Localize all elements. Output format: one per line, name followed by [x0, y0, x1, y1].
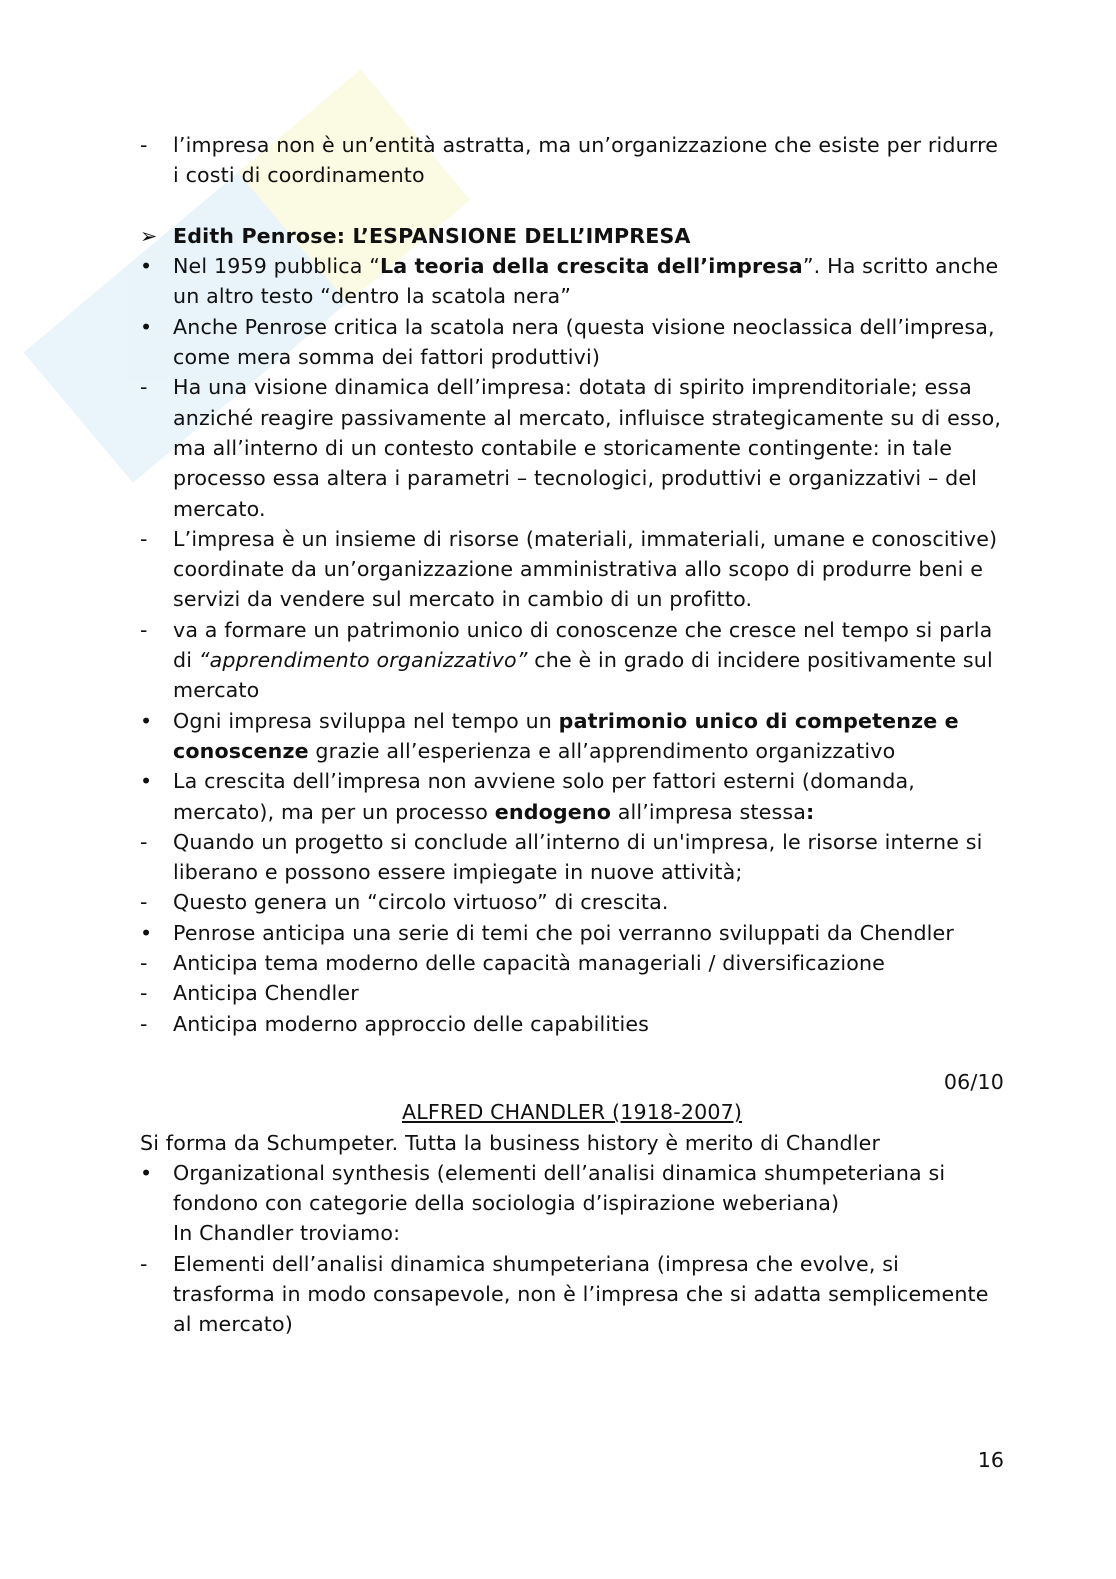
item-text: Quando un progetto si conclude all’interno di un'impresa, le risorse interne si liberano e possono essere impiegate in nuove attività; [173, 829, 983, 885]
intro-paragraph: Si forma da Schumpeter. Tutta la business history è merito di Chandler [140, 1130, 881, 1155]
list-item [140, 887, 1004, 917]
list-item [140, 251, 1004, 312]
item-text: l’impresa non è un’entità astratta, ma un’organizzazione che esiste per ridurre i costi di coordinamento [173, 133, 999, 188]
item-text: ”. Ha scritto anche un altro testo “dentro la scatola nera” [173, 254, 999, 309]
item-text: Ha una visione dinamica dell’impresa: dotata di spirito imprenditoriale; essa anziché reagire passivamente al mercato, influisce strategicamente su di esso, ma all’interno di un contesto contabile e storicamente contingente: in tale processo essa altera i parametri – tecnologici, produttivi e organizzativi – del mercato. [173, 375, 1002, 521]
dash-bullet-icon: - [140, 981, 148, 1006]
bullet-icon: • [140, 920, 153, 945]
list-item [140, 312, 1004, 373]
dash-bullet-icon: - [140, 617, 148, 642]
list-item [140, 130, 1004, 191]
list-item [140, 766, 1004, 827]
item-text: all’impresa stessa [611, 799, 807, 824]
dash-bullet-icon: - [140, 829, 148, 854]
list-item [140, 615, 1004, 706]
bold-text: endogeno [494, 799, 612, 824]
item-text: Anche Penrose critica la scatola nera (questa visione neoclassica dell’impresa, come mera somma dei fattori produttivi) [173, 314, 995, 370]
list-block-intro [140, 130, 1004, 191]
list-item [140, 1158, 1004, 1219]
list-item [140, 372, 1004, 523]
item-text: Anticipa moderno approccio delle capabilities [173, 1011, 650, 1036]
list-item [140, 524, 1004, 615]
italic-text: “apprendimento organizzativo” [198, 648, 528, 673]
list-item [140, 1009, 1004, 1039]
section-heading-penrose [140, 221, 1004, 251]
list-item [140, 1249, 1004, 1340]
item-text: La crescita dell’impresa non avviene solo per fattori esterni (domanda, mercato), ma per un processo [173, 769, 915, 824]
item-text: va a formare un patrimonio unico di conoscenze che cresce nel tempo si parla di [173, 617, 993, 673]
section-title-chandler: ALFRED CHANDLER (1918-2007) [401, 1100, 743, 1125]
bold-text: patrimonio unico di competenze e conoscenze [173, 708, 959, 763]
indented-line: In Chandler troviamo: [173, 1221, 401, 1246]
item-text: Nel 1959 pubblica “ [173, 254, 381, 279]
list-item [140, 827, 1004, 888]
list-item [140, 978, 1004, 1008]
bullet-icon: • [140, 1160, 153, 1185]
bold-text: La teoria della crescita dell’impresa [380, 254, 803, 279]
list-block-chandler [140, 1158, 1004, 1219]
list-item [140, 948, 1004, 978]
arrow-bullet-icon: ➢ [140, 223, 158, 248]
bold-text: : [806, 799, 815, 824]
dash-bullet-icon: - [140, 133, 148, 157]
item-text: Ogni impresa sviluppa nel tempo un [173, 708, 559, 733]
item-text: Anticipa Chendler [173, 981, 359, 1006]
item-text: Organizational synthesis (elementi dell’analisi dinamica shumpeteriana si fondono con categorie della sociologia d’ispirazione weberiana) [173, 1160, 946, 1216]
dash-bullet-icon: - [140, 951, 148, 976]
list-item [140, 706, 1004, 767]
item-text: Anticipa tema moderno delle capacità manageriali / diversificazione [173, 951, 885, 976]
list-block-penrose [140, 251, 1004, 1039]
dash-bullet-icon: - [140, 1011, 148, 1036]
bullet-icon: • [140, 708, 153, 733]
heading-text: Edith Penrose: L’ESPANSIONE DELL’IMPRESA [173, 223, 691, 248]
item-text: Elementi dell’analisi dinamica shumpeteriana (impresa che evolve, si trasforma in modo consapevole, non è l’impresa che si adatta semplicemente al mercato) [173, 1251, 989, 1337]
item-text: L’impresa è un insieme di risorse (materiali, immateriali, umane e conoscitive) coordinate da un’organizzazione amministrativa allo scopo di produrre beni e servizi da vendere sul mercato in cambio di un profitto. [173, 526, 998, 612]
bullet-icon: • [140, 254, 153, 279]
item-text: Penrose anticipa una serie di temi che poi verranno sviluppati da Chendler [173, 920, 954, 945]
document-body [140, 130, 1004, 1340]
dash-bullet-icon: - [140, 526, 148, 551]
list-block-chandler-elements [140, 1249, 1004, 1340]
dash-bullet-icon: - [140, 375, 148, 400]
dash-bullet-icon: - [140, 890, 148, 915]
bullet-icon: • [140, 769, 153, 794]
bullet-icon: • [140, 314, 153, 339]
item-text: Questo genera un “circolo virtuoso” di crescita. [173, 890, 669, 915]
item-text: che è in grado di incidere positivamente sul mercato [173, 648, 993, 703]
item-text: grazie all’esperienza e all’apprendimento organizzativo [308, 738, 896, 763]
page-number: 16 [977, 1448, 1004, 1472]
list-item [140, 918, 1004, 948]
lecture-date: 06/10 [943, 1069, 1004, 1094]
dash-bullet-icon: - [140, 1251, 148, 1276]
